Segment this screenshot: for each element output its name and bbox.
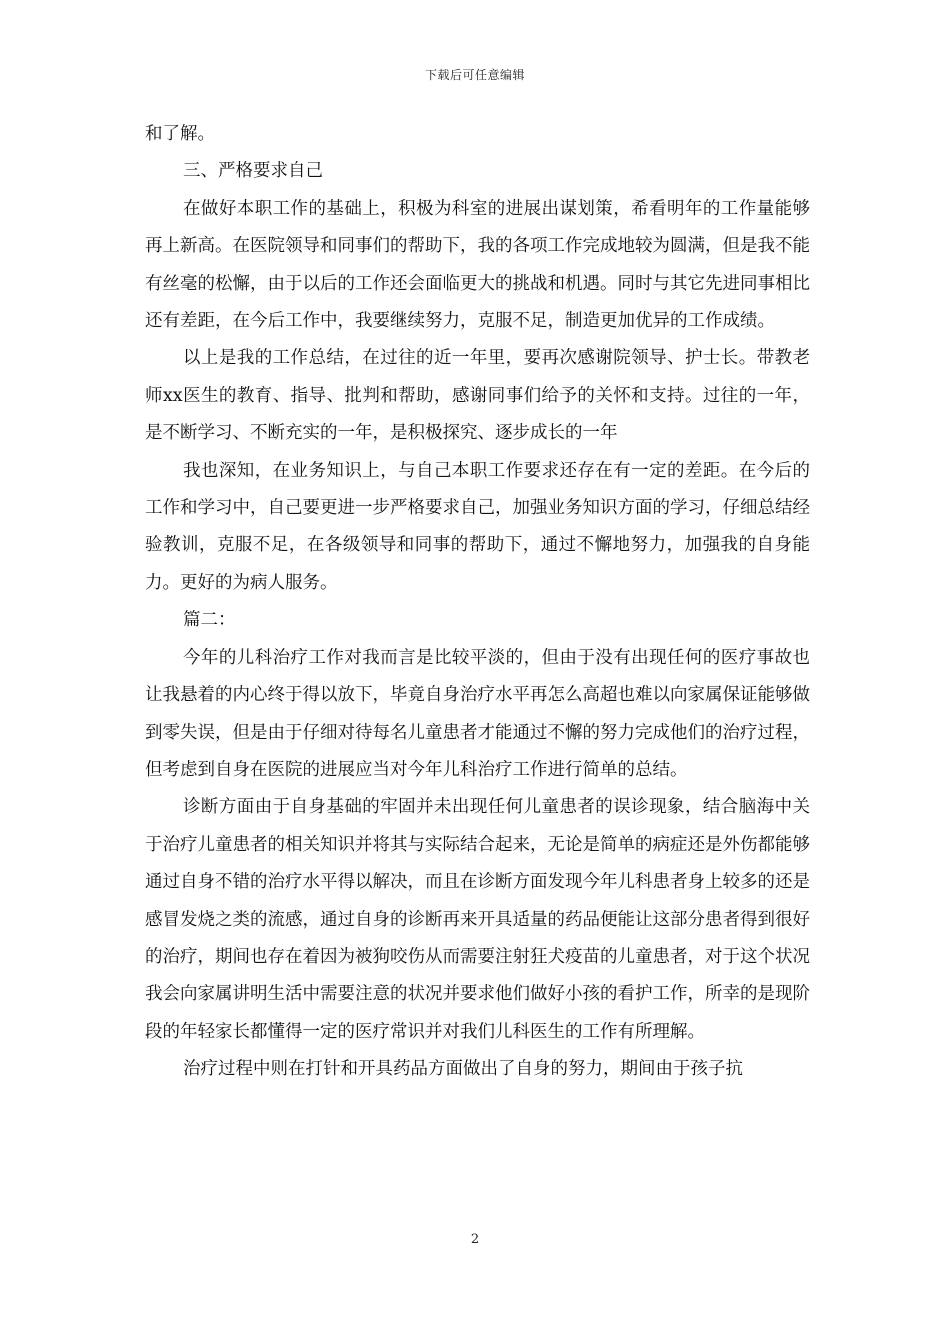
paragraph: 诊断方面由于自身基础的牢固并未出现任何儿童患者的误诊现象，结合脑海中关于治疗儿童患者的相关知识并将其与实际结合起来，无论是简单的病症还是外伤都能够通过自身不错的治疗水平得以解决，而且在诊断方面发现今年儿科患者身上较多的还是感冒发烧之类的流感，通过自身的诊断再来开具适量的药品便能让这部分患者得到很好的治疗，期间也存在着因为被狗咬伤从而需要注射狂犬疫苗的儿童患者，对于这个状况我会向家属讲明生活中需要注意的状况并要求他们做好小孩的看护工作，所幸的是现阶段的年轻家长都懂得一定的医疗常识并对我们儿科医生的工作有所理解。	[145, 797, 810, 1042]
paragraph: 我也深知，在业务知识上，与自己本职工作要求还存在有一定的差距。在今后的工作和学习中，自己要更进一步严格要求自己，加强业务知识方面的学习，仔细总结经验教训，克服不足，在各级领导和同事的帮助下，通过不懈地努力，加强我的自身能力。更好的为病人服务。	[145, 460, 810, 593]
section-heading: 篇二：	[183, 610, 236, 631]
page-header: 下载后可任意编辑	[424, 68, 525, 82]
document-body	[145, 116, 810, 1089]
paragraph: 以上是我的工作总结，在过往的近一年里，要再次感谢院领导、护士长。带教老师xx医生的教育、指导、批判和帮助，感谢同事们给予的关怀和支持。过往的一年，是不断学习、不断充实的一年，是积极探究、逐步成长的一年	[145, 348, 810, 444]
page-number: 2	[470, 1232, 480, 1247]
paragraph: 今年的儿科治疗工作对我而言是比较平淡的，但由于没有出现任何的医疗事故也让我悬着的内心终于得以放下，毕竟自身治疗水平再怎么高超也难以向家属保证能够做到零失误，但是由于仔细对待每名儿童患者才能通过不懈的努力完成他们的治疗过程，但考虑到自身在医院的进展应当对今年儿科治疗工作进行简单的总结。	[145, 647, 810, 780]
paragraph: 治疗过程中则在打针和开具药品方面做出了自身的努力，期间由于孩子抗	[183, 1059, 743, 1080]
section-heading: 三、严格要求自己	[183, 161, 323, 182]
paragraph: 和了解。	[145, 124, 215, 144]
paragraph: 在做好本职工作的基础上，积极为科室的进展出谋划策，希看明年的工作量能够再上新高。在医院领导和同事们的帮助下，我的各项工作完成地较为圆满，但是我不能有丝毫的松懈，由于以后的工作还会面临更大的挑战和机遇。同时与其它先进同事相比还有差距，在今后工作中，我要继续努力，克服不足，制造更加优异的工作成绩。	[145, 198, 810, 332]
